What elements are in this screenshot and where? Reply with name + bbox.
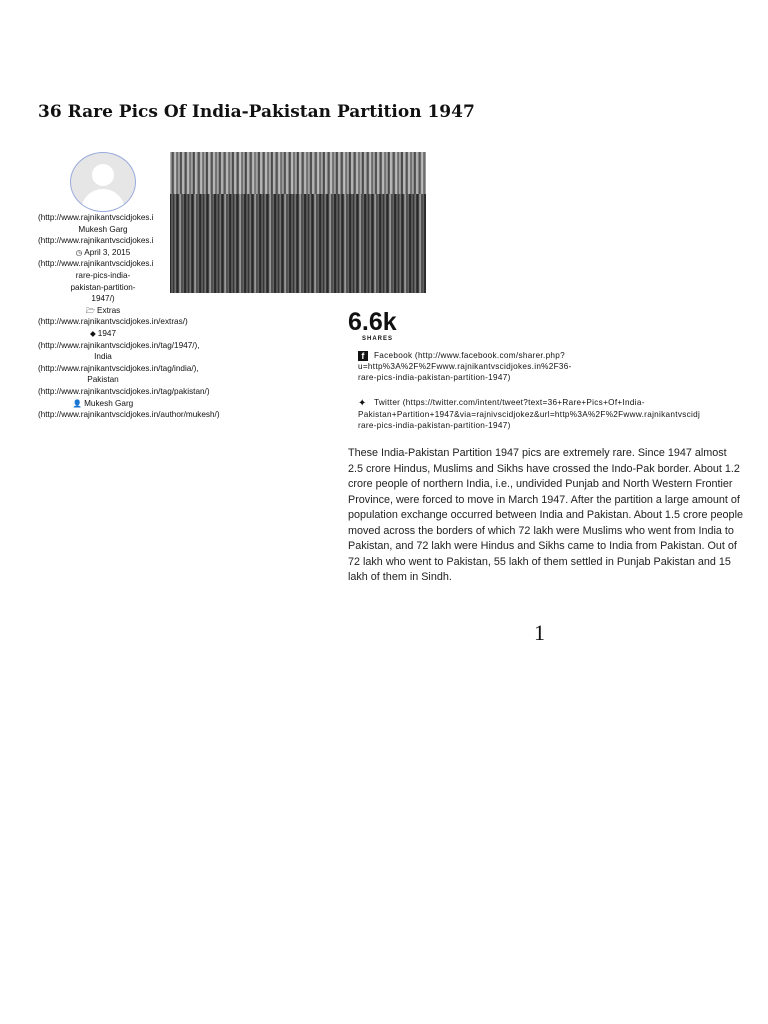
category-extras[interactable]: 🗁 Extras bbox=[85, 305, 121, 315]
author-name[interactable]: Mukesh Garg bbox=[78, 224, 128, 234]
page-number: 1 bbox=[534, 620, 545, 645]
tag-1947[interactable]: ◆ 1947 bbox=[90, 328, 116, 338]
post-permalink-part[interactable]: 1947/) bbox=[91, 294, 115, 304]
twitter-icon: ✦ bbox=[358, 398, 367, 409]
share-counter bbox=[348, 308, 397, 342]
avatar-head-shape bbox=[92, 164, 114, 186]
tag-icon: ◆ bbox=[90, 328, 96, 338]
folder-icon: 🗁 bbox=[85, 305, 96, 315]
post-date[interactable]: ◷ April 3, 2015 bbox=[75, 247, 131, 257]
tag-india-url[interactable]: (http://www.rajnikantvscidjokes.in/tag/india/), bbox=[38, 363, 199, 373]
post-permalink-part[interactable]: rare-pics-india- bbox=[75, 270, 131, 280]
author-url[interactable]: (http://www.rajnikantvscidjokes.i bbox=[38, 236, 154, 246]
post-permalink-url[interactable]: (http://www.rajnikantvscidjokes.i bbox=[38, 259, 154, 269]
category-url[interactable]: (http://www.rajnikantvscidjokes.in/extras/) bbox=[38, 317, 188, 327]
facebook-share-link[interactable] bbox=[358, 350, 758, 383]
page-title: 36 Rare Pics Of India-Pakistan Partition 1947 bbox=[38, 102, 475, 122]
author-byline[interactable]: 👤 Mukesh Garg bbox=[72, 398, 134, 408]
photo-crowd-strip bbox=[170, 152, 426, 194]
author-link-url[interactable]: (http://www.rajnikantvscidjokes.i bbox=[38, 213, 154, 222]
avatar-shoulders-shape bbox=[81, 189, 125, 212]
author-byline-url[interactable]: (http://www.rajnikantvscidjokes.in/author/mukesh/) bbox=[38, 410, 220, 420]
clock-icon: ◷ bbox=[75, 247, 83, 257]
facebook-icon: f bbox=[358, 351, 368, 361]
tag-pakistan-url[interactable]: (http://www.rajnikantvscidjokes.in/tag/pakistan/) bbox=[38, 386, 210, 396]
tag-india[interactable]: India bbox=[94, 352, 112, 362]
post-permalink-part[interactable]: pakistan-partition- bbox=[70, 282, 136, 292]
twitter-share-link[interactable] bbox=[358, 397, 758, 431]
share-count: 6.6k bbox=[348, 308, 397, 336]
share-label: SHARES bbox=[362, 336, 394, 342]
twitter-share-text: Twitter (https://twitter.com/intent/tweet?text=36+Rare+Pics+Of+India- Pakistan+Partition+1947&via=rajnivscidjokez&url=http%3A%2F%2Fwww.rajnikantvscidj rare-pics-india-pakistan-partition-1947) bbox=[358, 398, 701, 430]
tag-1947-url[interactable]: (http://www.rajnikantvscidjokes.in/tag/1947/), bbox=[38, 340, 200, 350]
post-meta bbox=[38, 212, 220, 421]
author-avatar[interactable] bbox=[70, 152, 136, 212]
partition-photo bbox=[170, 152, 426, 293]
article-body: These India-Pakistan Partition 1947 pics are extremely rare. Since 1947 almost 2.5 crore Hindus, Muslims and Sikhs have crossed the Indo-Pak border. About 1.2 crore people of northern India, i.e., undivided Punjab and North Western Frontier Province, were forced to move in March 1947. After the partition a large amount of population exchange occurred between India and Pakistan. About 1.5 crore people moved across the borders of which 72 lakh were Muslims who went from India to Pakistan, and 72 lakh were Hindus and Sikhs came to India from Pakistan. Out of 72 lakh who went to Pakistan, 55 lakh of them settled in Punjab Pakistan and 15 lakh of them in Sindh. bbox=[348, 447, 743, 583]
facebook-share-text: Facebook (http://www.facebook.com/sharer.php? u=http%3A%2F%2Fwww.rajnikantvscidjokes.in%2F36- rare-pics-india-pakistan-partition-1947) bbox=[358, 351, 572, 382]
user-icon: 👤 bbox=[72, 398, 83, 408]
tag-pakistan[interactable]: Pakistan bbox=[87, 375, 119, 385]
